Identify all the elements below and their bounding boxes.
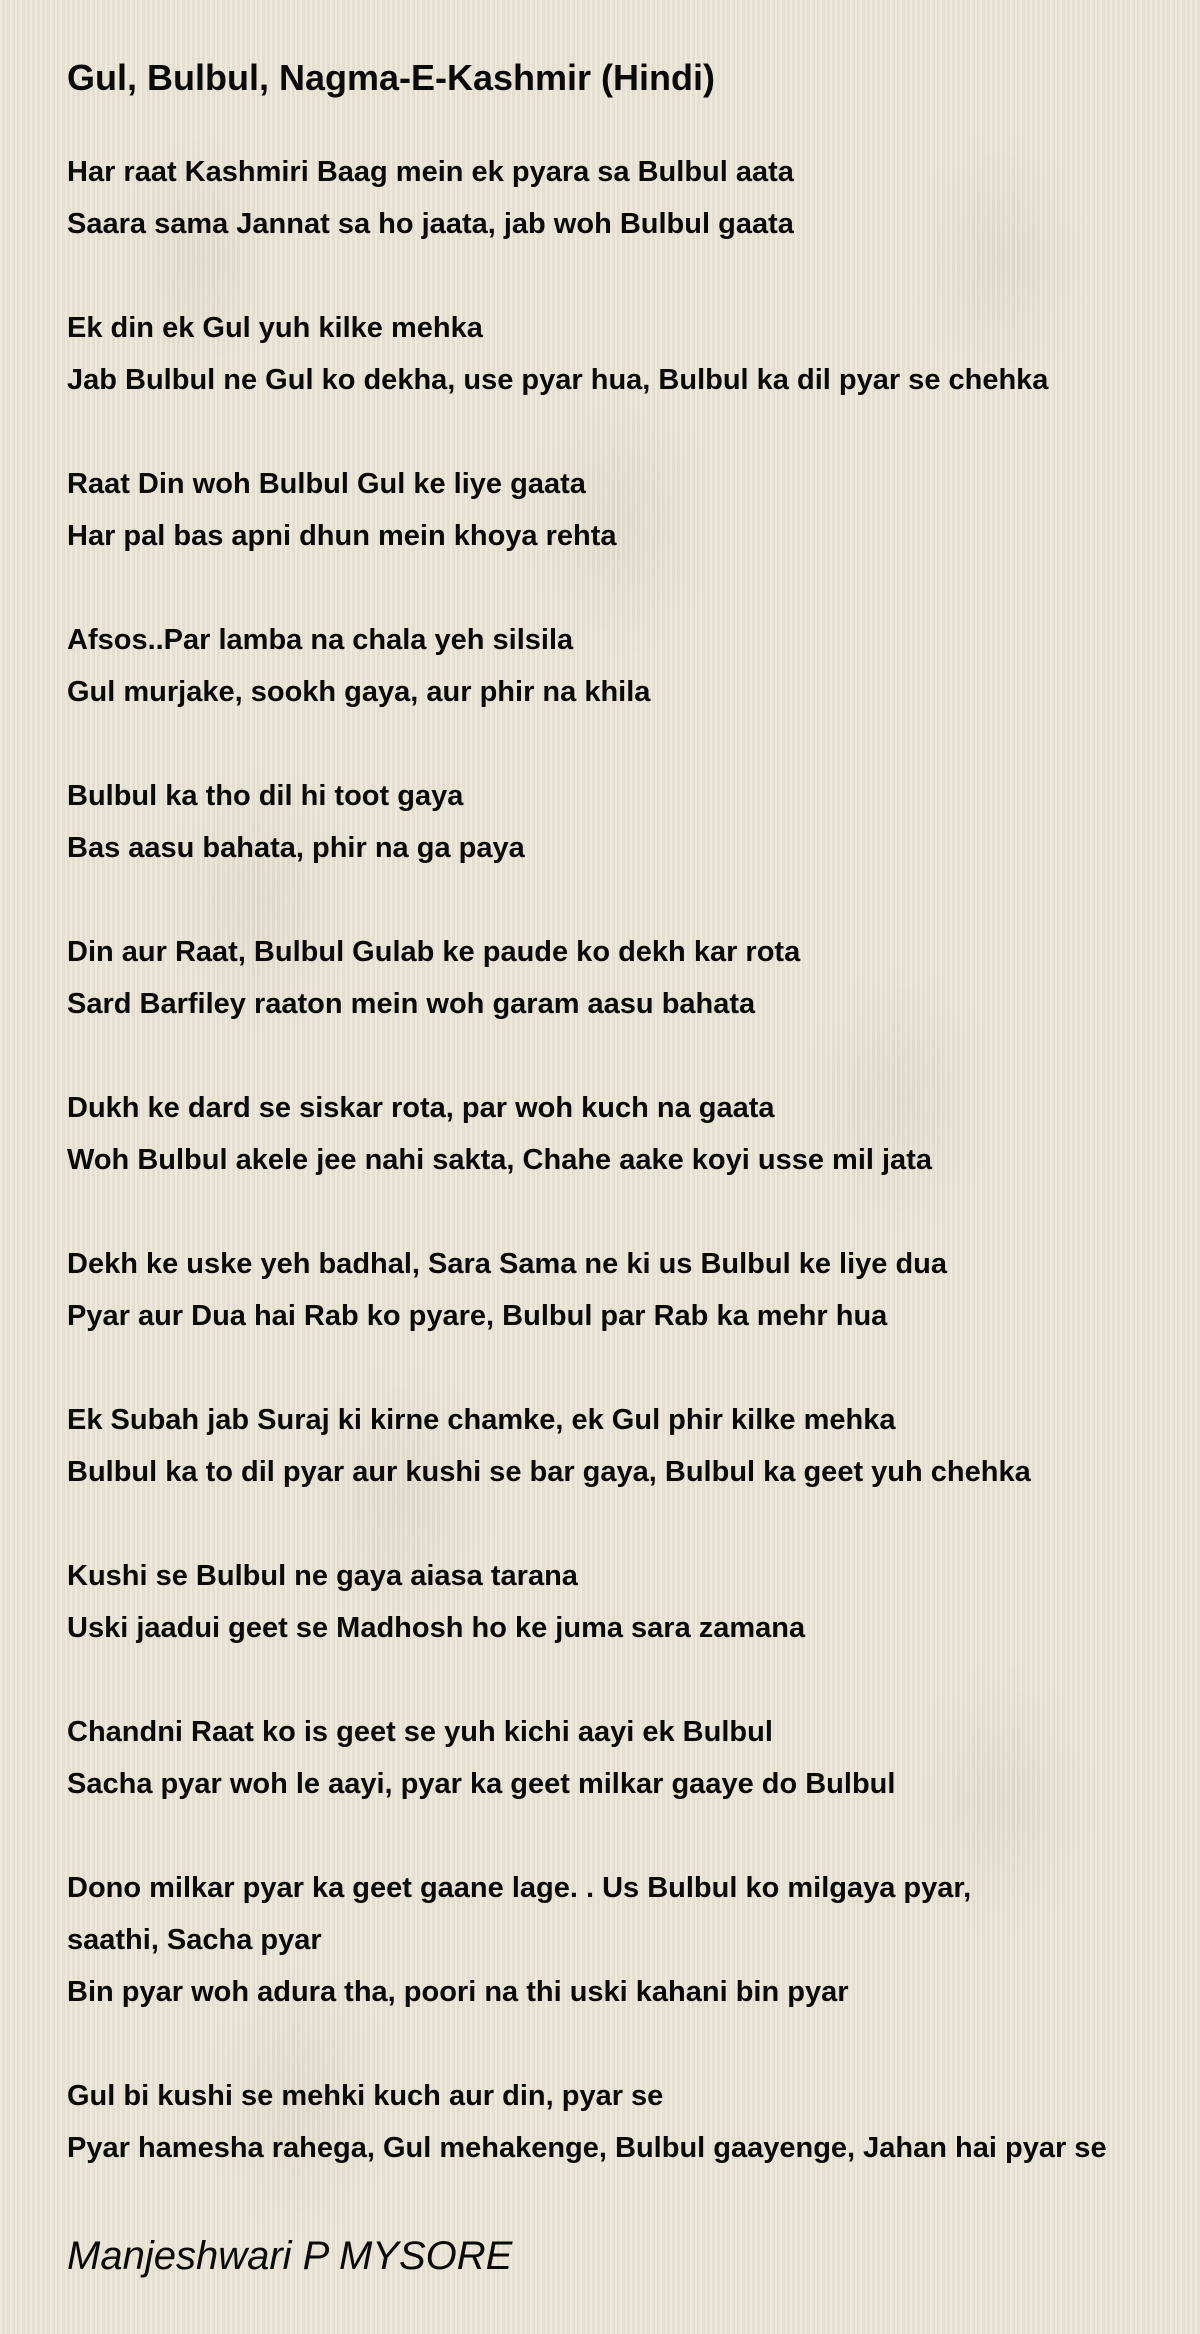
stanza xyxy=(67,770,1200,874)
stanza xyxy=(67,458,1200,562)
stanza xyxy=(67,146,1200,250)
poem-line: Raat Din woh Bulbul Gul ke liye gaata xyxy=(67,468,586,500)
stanza xyxy=(67,614,1200,718)
stanza xyxy=(67,1706,1200,1810)
stanza xyxy=(67,2070,1200,2174)
poem-line: Gul murjake, sookh gaya, aur phir na khila xyxy=(67,676,651,708)
stanza xyxy=(67,1082,1200,1186)
poem-line: Bas aasu bahata, phir na ga paya xyxy=(67,832,525,864)
poem-line: Uski jaadui geet se Madhosh ho ke juma sara zamana xyxy=(67,1612,806,1644)
poem-line: Sard Barfiley raaton mein woh garam aasu bahata xyxy=(67,988,756,1020)
poem-line: Din aur Raat, Bulbul Gulab ke paude ko dekh kar rota xyxy=(67,936,801,968)
poem-line: Kushi se Bulbul ne gaya aiasa tarana xyxy=(67,1560,578,1592)
stanza xyxy=(67,1862,1200,2018)
poem-line: Pyar hamesha rahega, Gul mehakenge, Bulbul gaayenge, Jahan hai pyar se xyxy=(67,2132,1107,2164)
poem-line: Bulbul ka tho dil hi toot gaya xyxy=(67,780,464,812)
poem-author: Manjeshwari P MYSORE xyxy=(67,2234,513,2278)
stanza xyxy=(67,1238,1200,1342)
poem-line: Sacha pyar woh le aayi, pyar ka geet milkar gaaye do Bulbul xyxy=(67,1768,896,1800)
poem-line: Saara sama Jannat sa ho jaata, jab woh Bulbul gaata xyxy=(67,208,794,240)
poem-page xyxy=(67,48,1200,2286)
poem-line: Jab Bulbul ne Gul ko dekha, use pyar hua, Bulbul ka dil pyar se chehka xyxy=(67,364,1049,396)
poem-line: Ek Subah jab Suraj ki kirne chamke, ek Gul phir kilke mehka xyxy=(67,1404,896,1436)
poem-line: Ek din ek Gul yuh kilke mehka xyxy=(67,312,483,344)
poem-line: Woh Bulbul akele jee nahi sakta, Chahe aake koyi usse mil jata xyxy=(67,1144,932,1176)
poem-line: Har raat Kashmiri Baag mein ek pyara sa Bulbul aata xyxy=(67,156,794,188)
stanza xyxy=(67,302,1200,406)
poem-line: Dekh ke uske yeh badhal, Sara Sama ne ki us Bulbul ke liye dua xyxy=(67,1248,948,1280)
poem-line: Bin pyar woh adura tha, poori na thi uski kahani bin pyar xyxy=(67,1976,849,2008)
poem-line: Dukh ke dard se siskar rota, par woh kuch na gaata xyxy=(67,1092,775,1124)
poem-body xyxy=(67,146,1200,2174)
poem-line: Gul bi kushi se mehki kuch aur din, pyar se xyxy=(67,2080,664,2112)
poem-line: Afsos..Par lamba na chala yeh silsila xyxy=(67,624,574,656)
poem-line: Dono milkar pyar ka geet gaane lage. . Us Bulbul ko milgaya pyar, xyxy=(67,1872,972,1904)
poem-line: Chandni Raat ko is geet se yuh kichi aayi ek Bulbul xyxy=(67,1716,773,1748)
stanza xyxy=(67,926,1200,1030)
stanza xyxy=(67,1394,1200,1498)
poem-line: saathi, Sacha pyar xyxy=(67,1924,322,1956)
poem-line: Pyar aur Dua hai Rab ko pyare, Bulbul par Rab ka mehr hua xyxy=(67,1300,888,1332)
stanza xyxy=(67,1550,1200,1654)
poem-line: Bulbul ka to dil pyar aur kushi se bar gaya, Bulbul ka geet yuh chehka xyxy=(67,1456,1031,1488)
poem-title: Gul, Bulbul, Nagma-E-Kashmir (Hindi) xyxy=(67,57,716,98)
poem-line: Har pal bas apni dhun mein khoya rehta xyxy=(67,520,617,552)
